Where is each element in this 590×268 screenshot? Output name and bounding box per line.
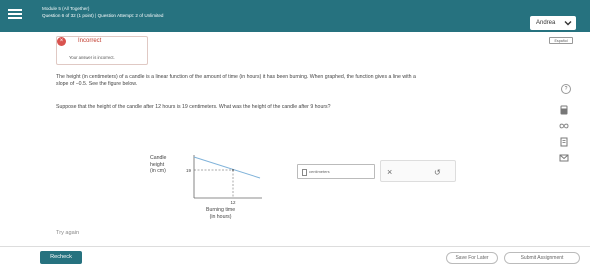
known-point [232,169,234,171]
breadcrumb [42,5,163,19]
book-icon[interactable] [558,136,570,148]
module-title: Module 5 (All Together) [42,6,90,11]
chevron-down-icon [564,19,572,27]
infinity-icon[interactable] [558,120,570,132]
x-tick-label: 12 [230,200,236,205]
language-button[interactable]: Español [549,37,573,44]
incorrect-icon: × [57,37,66,46]
question-info: Question 6 of 32 (1 point) | Question Attempt: 2 of Unlimited [42,13,164,18]
problem-text [56,74,546,87]
save-for-later-button[interactable]: Save For Later [446,252,498,264]
x-axis-label [206,207,235,220]
y-axis-label [150,155,166,175]
top-bar [0,0,590,32]
problem-question: Suppose that the height of the candle after 12 hours is 19 centimeters. What was the height of the candle after 9 hours? [56,104,331,110]
recheck-button[interactable]: Recheck [40,251,82,264]
submit-assignment-button[interactable]: Submit Assignment [504,252,580,264]
problem-line-2: slope of −0.5. See the figure below. [56,80,138,87]
x-axis-label-line-2: (in hours) [209,213,232,220]
message-icon[interactable] [558,152,570,164]
answer-field[interactable] [297,164,375,179]
feedback-message: Your answer is incorrect. [69,55,115,60]
y-axis-label-line-2: height [150,161,165,168]
y-axis-label-line-3: (in cm) [150,168,166,174]
candle-graph [170,150,270,210]
clear-button[interactable]: × [387,167,393,177]
answer-unit: centimeters [309,169,330,174]
user-menu-button[interactable] [530,16,576,30]
x-axis-label-line-1: Burning time [206,207,236,213]
feedback-box [56,36,148,65]
footer-divider [0,246,590,247]
calculator-icon[interactable] [558,104,570,116]
candle-line [194,157,260,178]
answer-input[interactable] [302,169,307,176]
menu-icon[interactable] [8,7,22,21]
y-axis-label-line-1: Candle [150,155,167,161]
user-name: Andrea [536,20,556,26]
problem-line-1: The height (in centimeters) of a candle is a linear function of the amount of time (in hours) it has been burning. When graphed, the function gives a line with a [56,74,416,80]
help-icon[interactable]: ? [561,84,571,94]
feedback-status: Incorrect [78,38,102,44]
y-tick-label: 19 [185,168,191,173]
undo-button[interactable]: ↺ [434,168,441,177]
try-again-link[interactable]: Try again [56,230,80,236]
